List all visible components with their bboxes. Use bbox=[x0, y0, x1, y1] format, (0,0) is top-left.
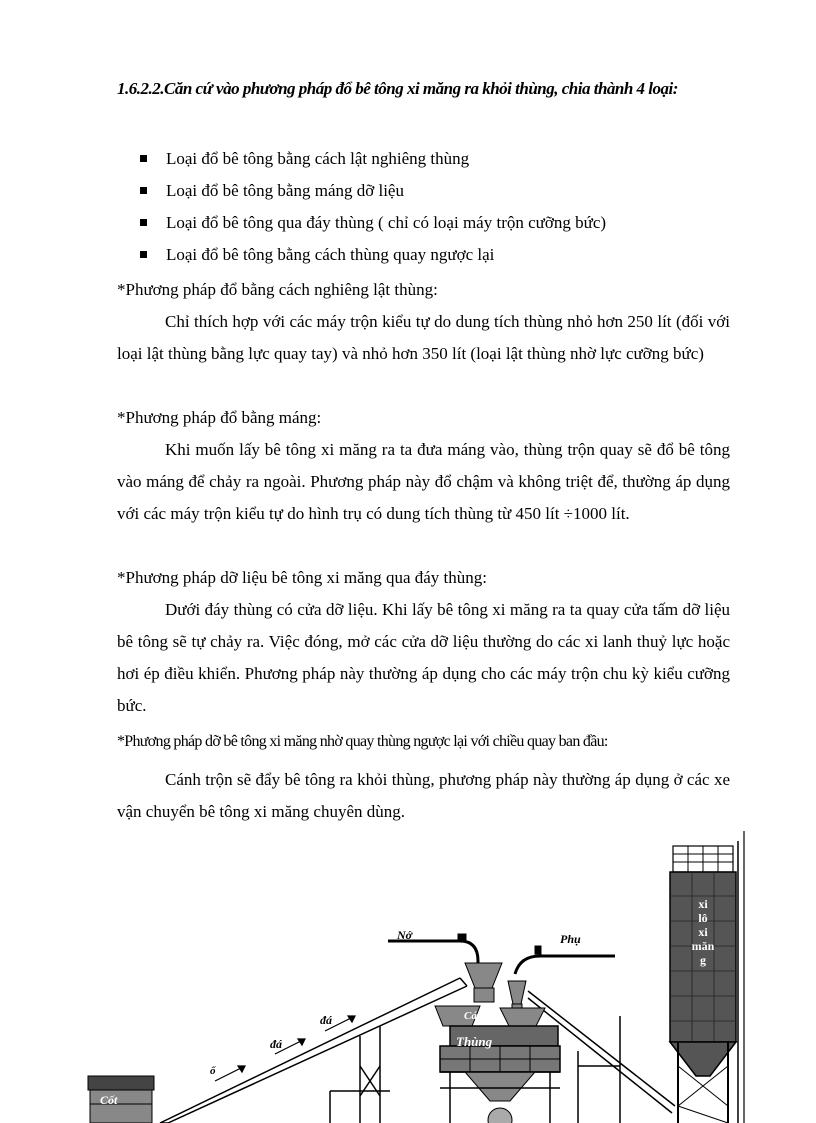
silo-label-line: lô bbox=[698, 911, 708, 925]
sand-label: Cá bbox=[464, 1010, 477, 1022]
bullet-list bbox=[140, 143, 606, 271]
section-title: *Phương pháp dỡ liệu bê tông xi măng qua đáy thùng: bbox=[117, 568, 487, 587]
section-body: Dưới đáy thùng có cửa dỡ liệu. Khi lấy bê tông xi măng ra ta quay cửa tấm dỡ liệu bê tông sẽ tự chảy ra. Việc đóng, mở các cửa dỡ liệu thường do các xi lanh thuỷ lực hoặc hơi ép điều khiển. Phương pháp này thường áp dụng cho các máy trộn chu kỳ kiểu cưỡng bức. bbox=[117, 600, 730, 715]
section-body: Chỉ thích hợp với các máy trộn kiểu tự do dung tích thùng nhỏ hơn 250 lít (đối với loại lật thùng bằng lực quay tay) và nhỏ hơn 350 lít (loại lật thùng nhờ lực cưỡng bức) bbox=[117, 312, 730, 363]
section-title: *Phương pháp đổ bằng máng: bbox=[117, 408, 322, 427]
section-heading: 1.6.2.2.Căn cứ vào phương pháp đổ bê tông xi măng ra khỏi thùng, chia thành 4 loại: bbox=[117, 79, 678, 98]
bullet-item bbox=[140, 207, 606, 239]
silo-label-line: g bbox=[700, 953, 706, 967]
aggregate-label: đá bbox=[270, 1037, 282, 1051]
silo-label-line: xi bbox=[698, 925, 708, 939]
section-title: *Phương pháp dỡ bê tông xi măng nhờ quay thùng ngược lại với chiều quay ban đầu: bbox=[117, 733, 608, 750]
drum-label: Thùng bbox=[456, 1034, 493, 1049]
aggregate-label: đá bbox=[320, 1013, 332, 1027]
bullet-item bbox=[140, 239, 606, 271]
conveyor-arrows bbox=[215, 1016, 355, 1081]
silo-label-line: măn bbox=[691, 939, 715, 953]
additive-pipe bbox=[515, 946, 615, 974]
square-bullet-icon bbox=[140, 251, 147, 258]
section-body: Khi muốn lấy bê tông xi măng ra ta đưa máng vào, thùng trộn quay sẽ đổ bê tông vào máng để chảy ra ngoài. Phương pháp này đổ chậm và không triệt để, thường áp dụng với các máy trộn kiểu tự do hình trụ có dung tích thùng từ 450 lít ÷1000 lít. bbox=[117, 440, 730, 523]
bin-label: Cốt bbox=[100, 1093, 118, 1107]
belt-conveyor bbox=[160, 978, 467, 1123]
bullet-item bbox=[140, 175, 606, 207]
bullet-text: Loại đổ bê tông bằng cách lật nghiêng thùng bbox=[166, 149, 470, 168]
bullet-text: Loại đổ bê tông qua đáy thùng ( chỉ có loại máy trộn cưỡng bức) bbox=[166, 213, 607, 232]
bullet-text: Loại đổ bê tông bằng cách thùng quay ngược lại bbox=[166, 245, 495, 264]
concrete-plant-diagram bbox=[60, 826, 760, 1123]
bullet-item bbox=[140, 143, 606, 175]
silo-label-line: xi bbox=[698, 897, 708, 911]
aggregate-label: ố bbox=[210, 1065, 216, 1077]
bullet-text: Loại đổ bê tông bằng máng dỡ liệu bbox=[166, 181, 404, 200]
square-bullet-icon bbox=[140, 219, 147, 226]
aggregate-bin bbox=[88, 1076, 154, 1123]
section-title: *Phương pháp đổ bằng cách nghiêng lật thùng: bbox=[117, 280, 438, 299]
cement-silo bbox=[670, 831, 744, 1123]
water-label: Nớ bbox=[397, 928, 413, 942]
square-bullet-icon bbox=[140, 187, 147, 194]
square-bullet-icon bbox=[140, 155, 147, 162]
weigh-hoppers bbox=[435, 963, 545, 1026]
section-body: Cánh trộn sẽ đẩy bê tông ra khỏi thùng, phương pháp này thường áp dụng ở các xe vận chuyển bê tông xi măng chuyên dùng. bbox=[117, 770, 730, 821]
additive-label: Phụ bbox=[560, 932, 581, 946]
